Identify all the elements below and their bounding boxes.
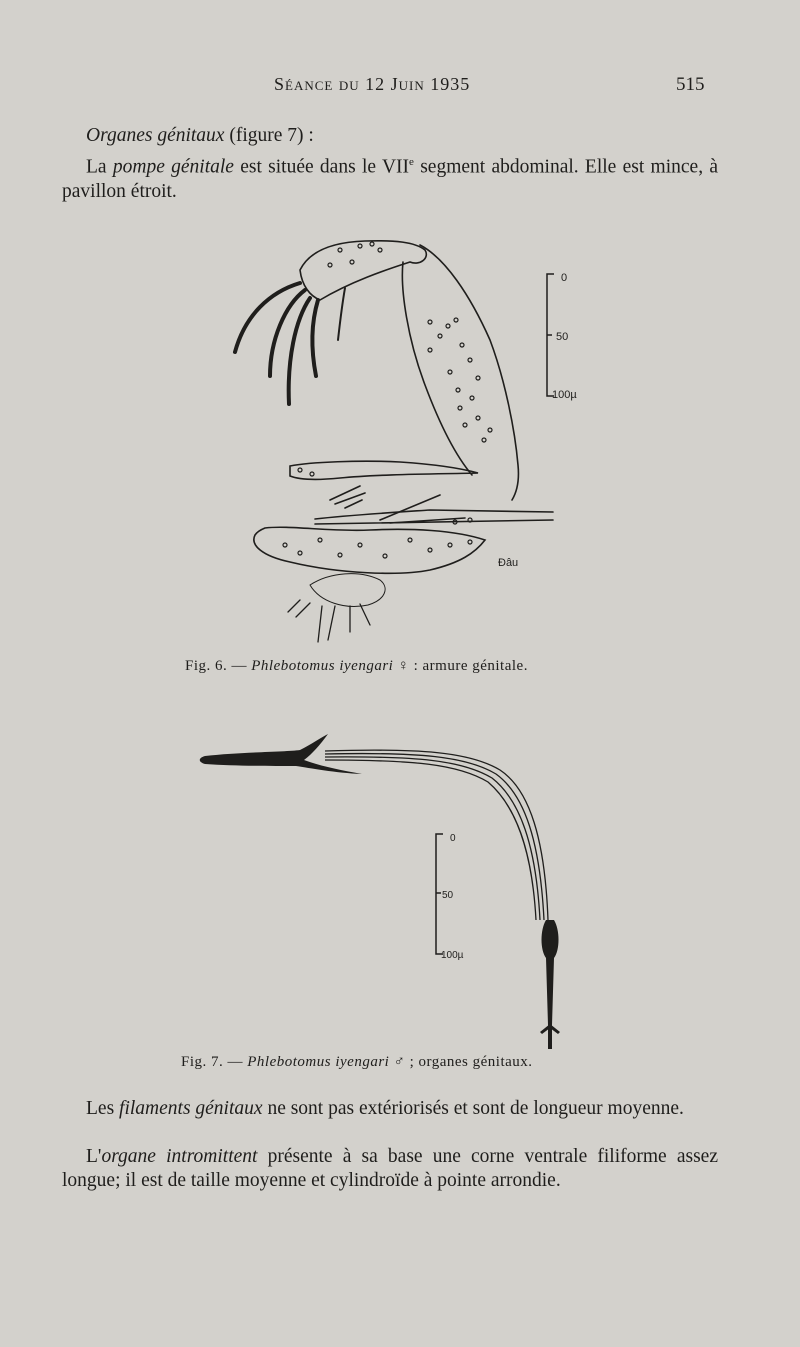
p3-post: présente à sa base une corne ventrale filiforme assez longue; il est de taille moyenne et cylindroïde à pointe arrondie.	[62, 1146, 718, 1191]
cap7-suffix: ; organes génitaux.	[405, 1054, 533, 1070]
cap7-sex: ♂	[393, 1054, 406, 1070]
aedeagus-7	[540, 920, 560, 1049]
paragraph-organe-intromittent	[62, 1145, 718, 1193]
section-heading-italic: Organes génitaux	[86, 125, 225, 146]
cap6-species: Phlebotomus iyengari	[251, 658, 394, 674]
p2-italic: filaments génitaux	[119, 1098, 263, 1119]
section-heading-rest: (figure 7) :	[224, 125, 314, 146]
artist-signature: Đâu	[498, 557, 519, 569]
cap6-prefix: Fig. 6. —	[185, 658, 252, 674]
cap6-suffix: : armure génitale.	[409, 658, 528, 674]
p2-pre: Les	[86, 1098, 120, 1119]
scale7-50: 50	[442, 890, 454, 901]
figure-7-caption	[181, 1054, 533, 1071]
cap6-sex: ♀	[397, 658, 410, 674]
scale6-0: 0	[561, 272, 568, 284]
p1-post: segment abdominal. Elle est mince, à pavillon étroit.	[62, 156, 718, 202]
p1-sup: e	[409, 156, 414, 168]
p1-italic: pompe génitale	[112, 156, 234, 178]
p3-pre: L'	[86, 1146, 102, 1167]
scale6-50: 50	[556, 331, 569, 343]
p1-mid: est située dans le VII	[233, 156, 410, 178]
paragraph-filaments	[62, 1097, 718, 1121]
running-head: Séance du 12 Juin 1935	[274, 74, 471, 94]
page-number: 515	[676, 74, 705, 95]
p1-pre: La	[86, 156, 113, 178]
scale7-100: 100µ	[441, 950, 464, 961]
p3-italic: organe intromittent	[101, 1146, 258, 1167]
cap7-species: Phlebotomus iyengari	[247, 1054, 390, 1070]
cap7-prefix: Fig. 7. —	[181, 1054, 248, 1070]
scale7-0: 0	[450, 833, 456, 844]
p2-post: ne sont pas extériorisés et sont de longueur moyenne.	[262, 1098, 684, 1119]
scale6-100: 100µ	[552, 389, 577, 401]
